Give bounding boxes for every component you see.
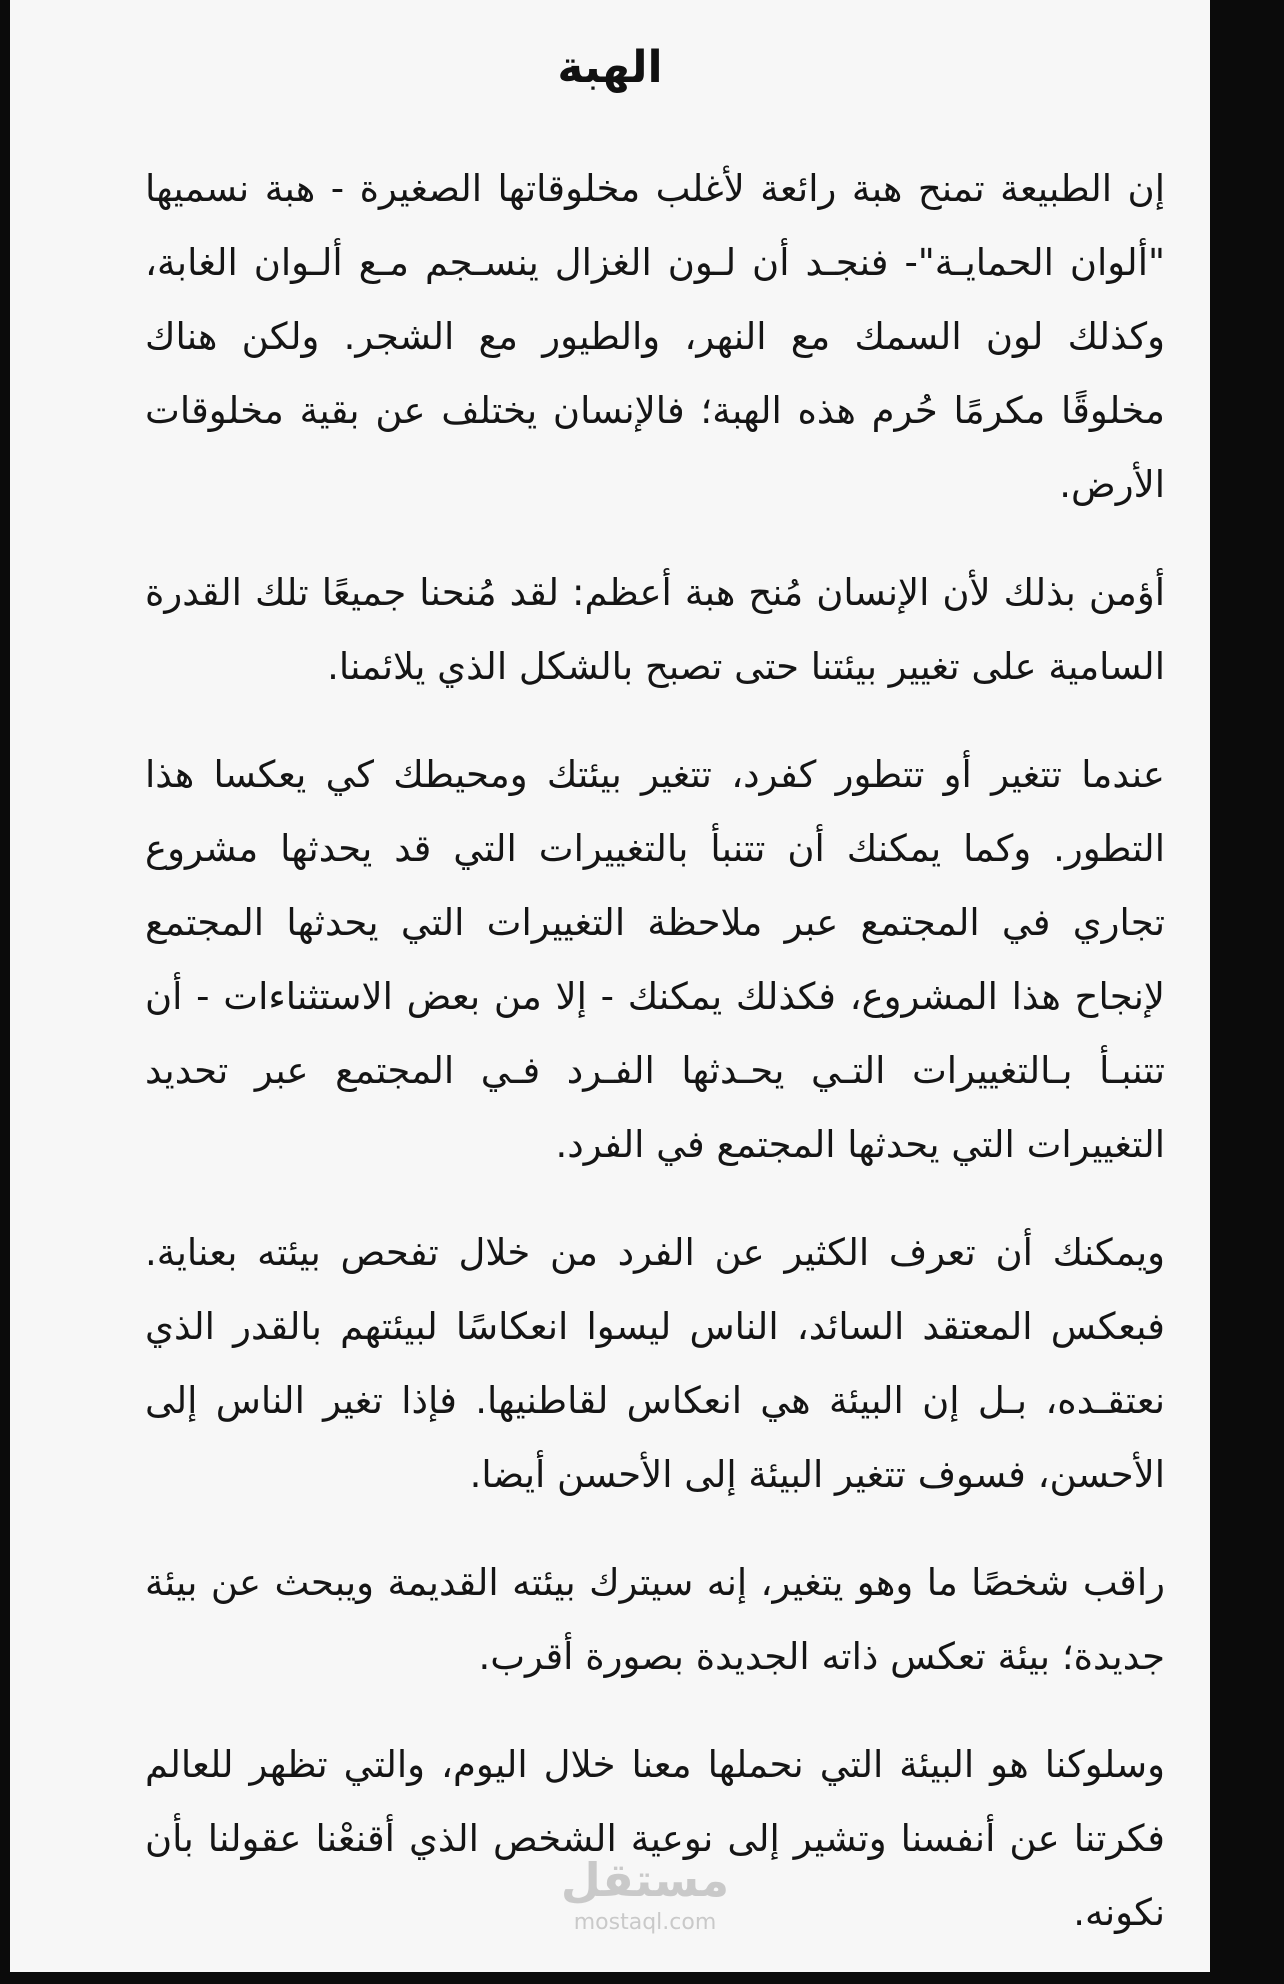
paragraph-3: عندما تتغير أو تتطور كفرد، تتغير بيئتك ومحيطك كي يعكسا هذا التطور. وكما يمكنك أن تتنبأ بالتغييرات التي قد يحدثها مشروع تجاري في المجتمع عبر ملاحظة التغييرات التي يحدثها المجتمع لإنجاح هذا المشروع، فكذلك يمكنك - إلا من بعض الاستثناءات - أن تتنبـأ بـالتغييرات التـي يحـدثها الفـرد فـي المجتمع عبر تحديد التغييرات التي يحدثها المجتمع في الفرد.	[145, 753, 1165, 1166]
paragraph-4: ويمكنك أن تعرف الكثير عن الفرد من خلال تفحص بيئته بعناية. فبعكس المعتقد السائد، الناس ليسوا انعكاسًا لبيئتهم بالقدر الذي نعتقـده، بـل إن البيئة هي انعكاس لقاطنيها. فإذا تغير الناس إلى الأحسن، فسوف تتغير البيئة إلى الأحسن أيضا.	[145, 1231, 1165, 1496]
document-body	[145, 152, 1165, 1984]
document-title: الهبة	[557, 42, 663, 93]
paragraph-5: راقب شخصًا ما وهو يتغير، إنه سيترك بيئته القديمة ويبحث عن بيئة جديدة؛ بيئة تعكس ذاته الجديدة بصورة أقرب.	[145, 1561, 1165, 1678]
paragraph-1: إن الطبيعة تمنح هبة رائعة لأغلب مخلوقاتها الصغيرة - هبة نسميها "ألوان الحمايـة"- فنجـد أن لـون الغزال ينسـجم مـع ألـوان الغابة، وكذلك لون السمك مع النهر، والطيور مع الشجر. ولكن هناك مخلوقًا مكرمًا حُرم هذه الهبة؛ فالإنسان يختلف عن بقية مخلوقات الأرض.	[145, 167, 1165, 506]
paragraph-2: أؤمن بذلك لأن الإنسان مُنح هبة أعظم: لقد مُنحنا جميعًا تلك القدرة السامية على تغيير بيئتنا حتى تصبح بالشكل الذي يلائمنا.	[145, 571, 1165, 688]
watermark-logo: مستقل	[560, 1853, 730, 1907]
mostaql-watermark	[535, 1850, 755, 1936]
watermark-url: mostaql.com	[573, 1910, 717, 1935]
document-page	[10, 0, 1210, 1972]
paragraph-6: وسلوكنا هو البيئة التي نحملها معنا خلال اليوم، والتي تظهر للعالم فكرتنا عن أنفسنا وتشير إلى نوعية الشخص الذي أقنعْنا عقولنا بأن نكونه.	[145, 1743, 1165, 1934]
